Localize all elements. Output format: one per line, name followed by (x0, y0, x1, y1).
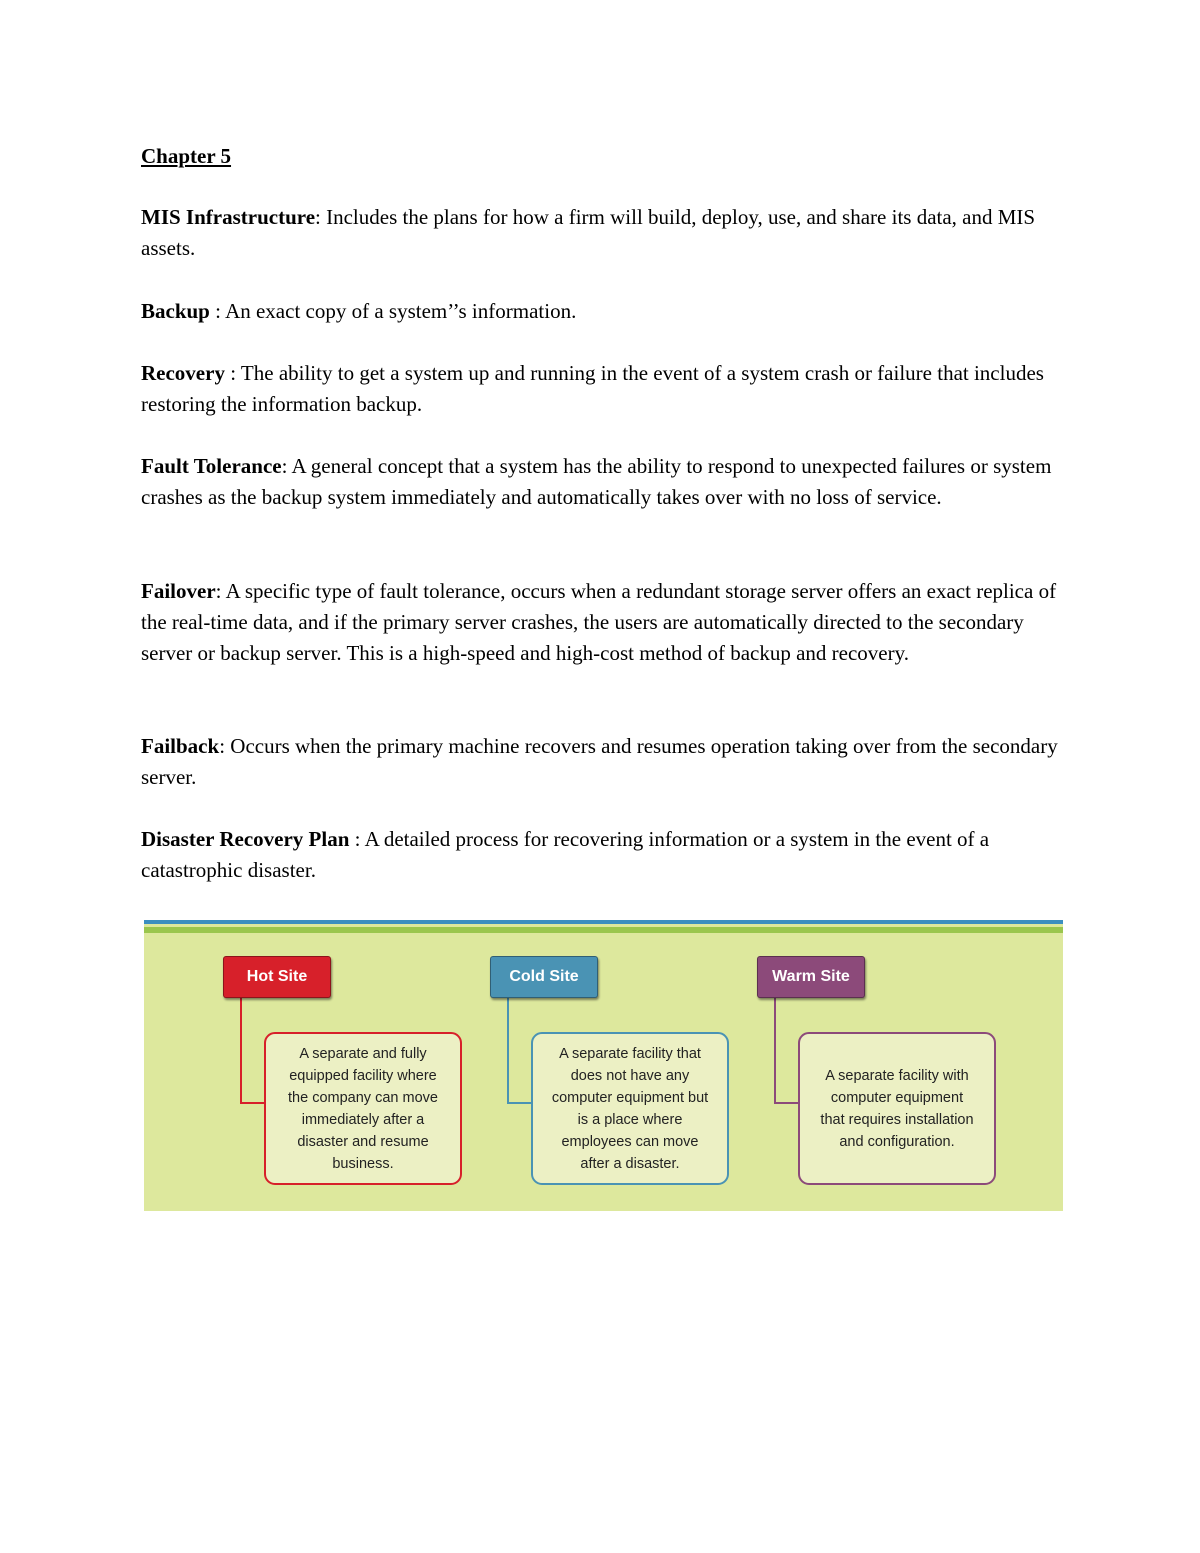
definition-term: Disaster Recovery Plan (141, 827, 350, 851)
definition-separator: : (219, 734, 231, 758)
definition-text: A detailed process for recovering information or a system in the event of a catastrophic disaster. (141, 827, 990, 883)
definition-separator: : (281, 454, 292, 478)
cold-site-label: Cold Site (490, 956, 598, 998)
definition-disaster-recovery-plan (141, 824, 1071, 886)
definition-separator: : (215, 579, 226, 603)
definition-term: MIS Infrastructure (141, 205, 316, 229)
top-stripe-blue (144, 920, 1063, 924)
hot-site-label: Hot Site (223, 956, 331, 998)
definition-text: A general concept that a system has the ability to respond to unexpected failures or system crashes as the backup system immediately and automatically takes over with no loss of service. (141, 454, 1052, 510)
hot-site-description: A separate and fully equipped facility where the company can move immediately after a disaster and resume business. (264, 1032, 462, 1185)
definition-text: An exact copy of a system’’s information. (225, 299, 577, 323)
definition-text: Occurs when the primary machine recovers and resumes operation taking over from the secondary server. (141, 734, 1058, 790)
warm-site-label: Warm Site (757, 956, 865, 998)
top-stripe-green (144, 927, 1063, 933)
definition-separator: : (315, 205, 327, 229)
definition-text: The ability to get a system up and running in the event of a system crash or failure that includes restoring the information backup. (141, 361, 1044, 417)
definition-separator: : (224, 361, 241, 385)
definition-text: Includes the plans for how a firm will build, deploy, use, and share its data, and MIS assets. (141, 205, 1036, 261)
cold-site-description: A separate facility that does not have any computer equipment but is a place where employees can move after a disaster. (531, 1032, 729, 1185)
definition-backup (141, 296, 1071, 327)
chapter-title: Chapter 5 (141, 144, 232, 168)
cold-site-connector (507, 996, 531, 1104)
definition-failback (141, 731, 1071, 793)
warm-site-connector (774, 996, 798, 1104)
definition-failover (141, 576, 1071, 670)
definition-term: Recovery (141, 361, 225, 385)
definition-text: A specific type of fault tolerance, occurs when a redundant storage server offers an exact replica of the real-time data, and if the primary server crashes, the users are automatically directed to the secondary server or backup server. This is a high-speed and high-cost method of backup and recovery. (141, 579, 1057, 666)
definition-separator: : (349, 827, 365, 851)
definition-term: Failover (141, 579, 216, 603)
definition-fault-tolerance (141, 451, 1071, 513)
hot-site-connector (240, 996, 264, 1104)
definition-mis-infrastructure (141, 202, 1071, 264)
definition-term: Backup (141, 299, 210, 323)
warm-site-description: A separate facility with computer equipment that requires installation and configuration. (798, 1032, 996, 1185)
definition-separator: : (209, 299, 226, 323)
definition-recovery (141, 358, 1071, 420)
definition-term: Failback (141, 734, 220, 758)
definition-term: Fault Tolerance (141, 454, 282, 478)
disaster-sites-diagram (144, 920, 1063, 1211)
